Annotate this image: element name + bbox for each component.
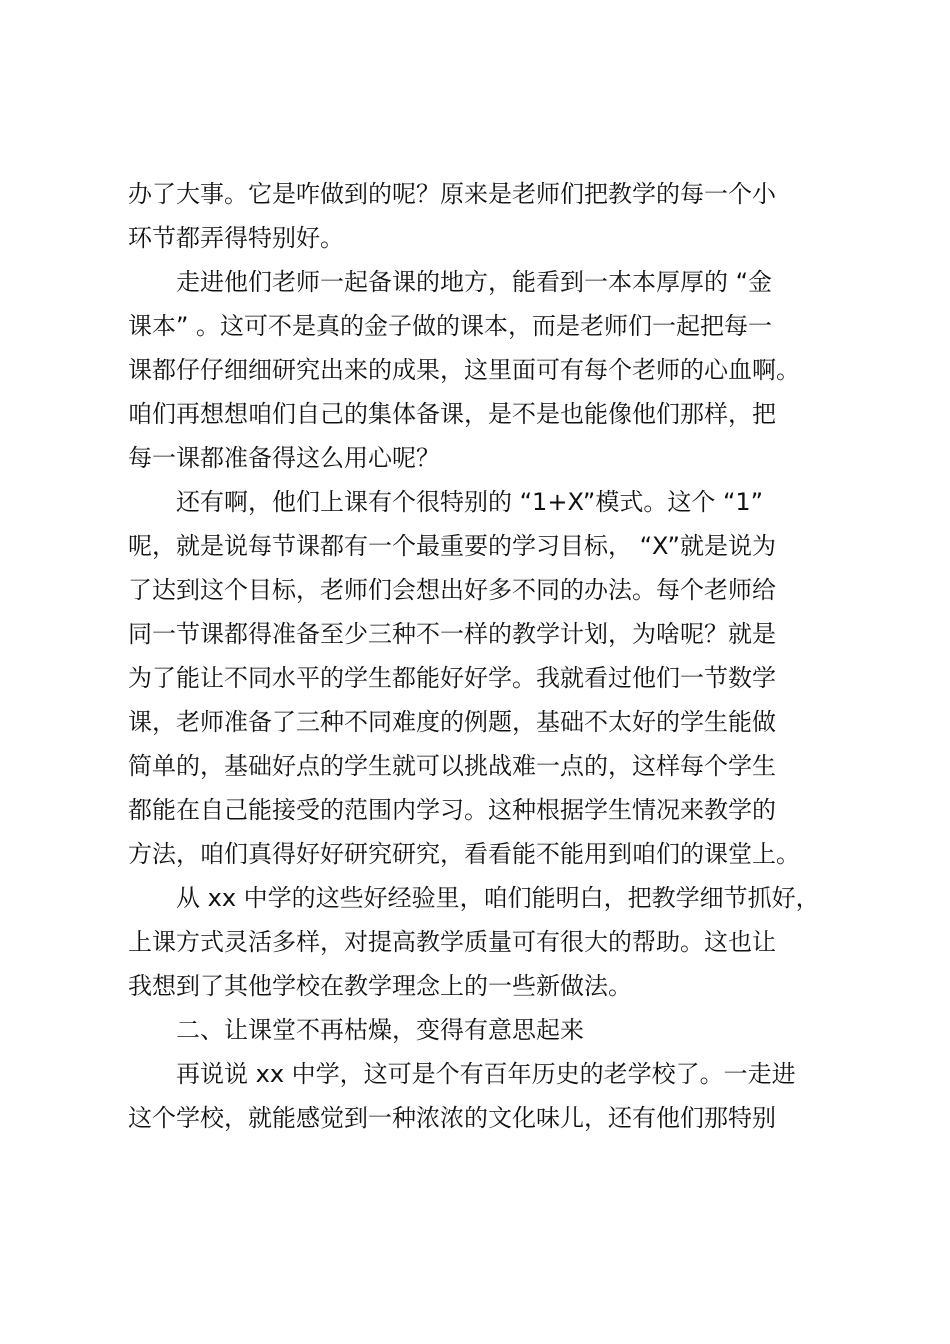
body-text-line: 方法，咱们真得好好研究研究，看看能不能用到咱们的课堂上。 bbox=[128, 840, 800, 868]
body-text-line: 课都仔仔细细研究出来的成果，这里面可有每个老师的心血啊。 bbox=[128, 356, 800, 384]
body-text-line: 为了能让不同水平的学生都能好好学。我就看过他们一节数学 bbox=[128, 664, 776, 692]
section-heading: 二、让课堂不再枯燥，变得有意思起来 bbox=[176, 1016, 584, 1044]
body-text-line: 上课方式灵活多样，对提高教学质量可有很大的帮助。这也让 bbox=[128, 928, 776, 956]
body-text-line: 环节都弄得特别好。 bbox=[128, 224, 344, 252]
body-text-line: 我想到了其他学校在教学理念上的一些新做法。 bbox=[128, 972, 632, 1000]
body-text-line: 这个学校，就能感觉到一种浓浓的文化味儿，还有他们那特别 bbox=[128, 1104, 776, 1132]
body-text-line: 呢，就是说每节课都有一个最重要的学习目标， “X”就是说为 bbox=[128, 532, 776, 560]
body-text-line: 办了大事。它是咋做到的呢？原来是老师们把教学的每一个小 bbox=[128, 180, 776, 208]
body-text-line: 课，老师准备了三种不同难度的例题，基础不太好的学生能做 bbox=[128, 708, 776, 736]
body-text-line: 同一节课都得准备至少三种不一样的教学计划，为啥呢？就是 bbox=[128, 620, 776, 648]
body-text-line: 课本” 。这可不是真的金子做的课本，而是老师们一起把每一 bbox=[128, 312, 773, 340]
document-body bbox=[128, 172, 828, 1140]
body-text-line: 从 xx 中学的这些好经验里，咱们能明白，把教学细节抓好， bbox=[176, 884, 820, 912]
body-text-line: 还有啊，他们上课有个很特别的 “1+X”模式。这个 “1” bbox=[176, 488, 764, 516]
body-text-line: 都能在自己能接受的范围内学习。这种根据学生情况来教学的 bbox=[128, 796, 776, 824]
body-text-line: 再说说 xx 中学，这可是个有百年历史的老学校了。一走进 bbox=[176, 1060, 796, 1088]
body-text-line: 简单的，基础好点的学生就可以挑战难一点的，这样每个学生 bbox=[128, 752, 776, 780]
body-text-line: 咱们再想想咱们自己的集体备课，是不是也能像他们那样，把 bbox=[128, 400, 776, 428]
body-text-line: 了达到这个目标，老师们会想出好多不同的办法。每个老师给 bbox=[128, 576, 776, 604]
body-text-line: 走进他们老师一起备课的地方，能看到一本本厚厚的 “金 bbox=[176, 268, 773, 296]
body-text-line: 每一课都准备得这么用心呢？ bbox=[128, 444, 440, 472]
